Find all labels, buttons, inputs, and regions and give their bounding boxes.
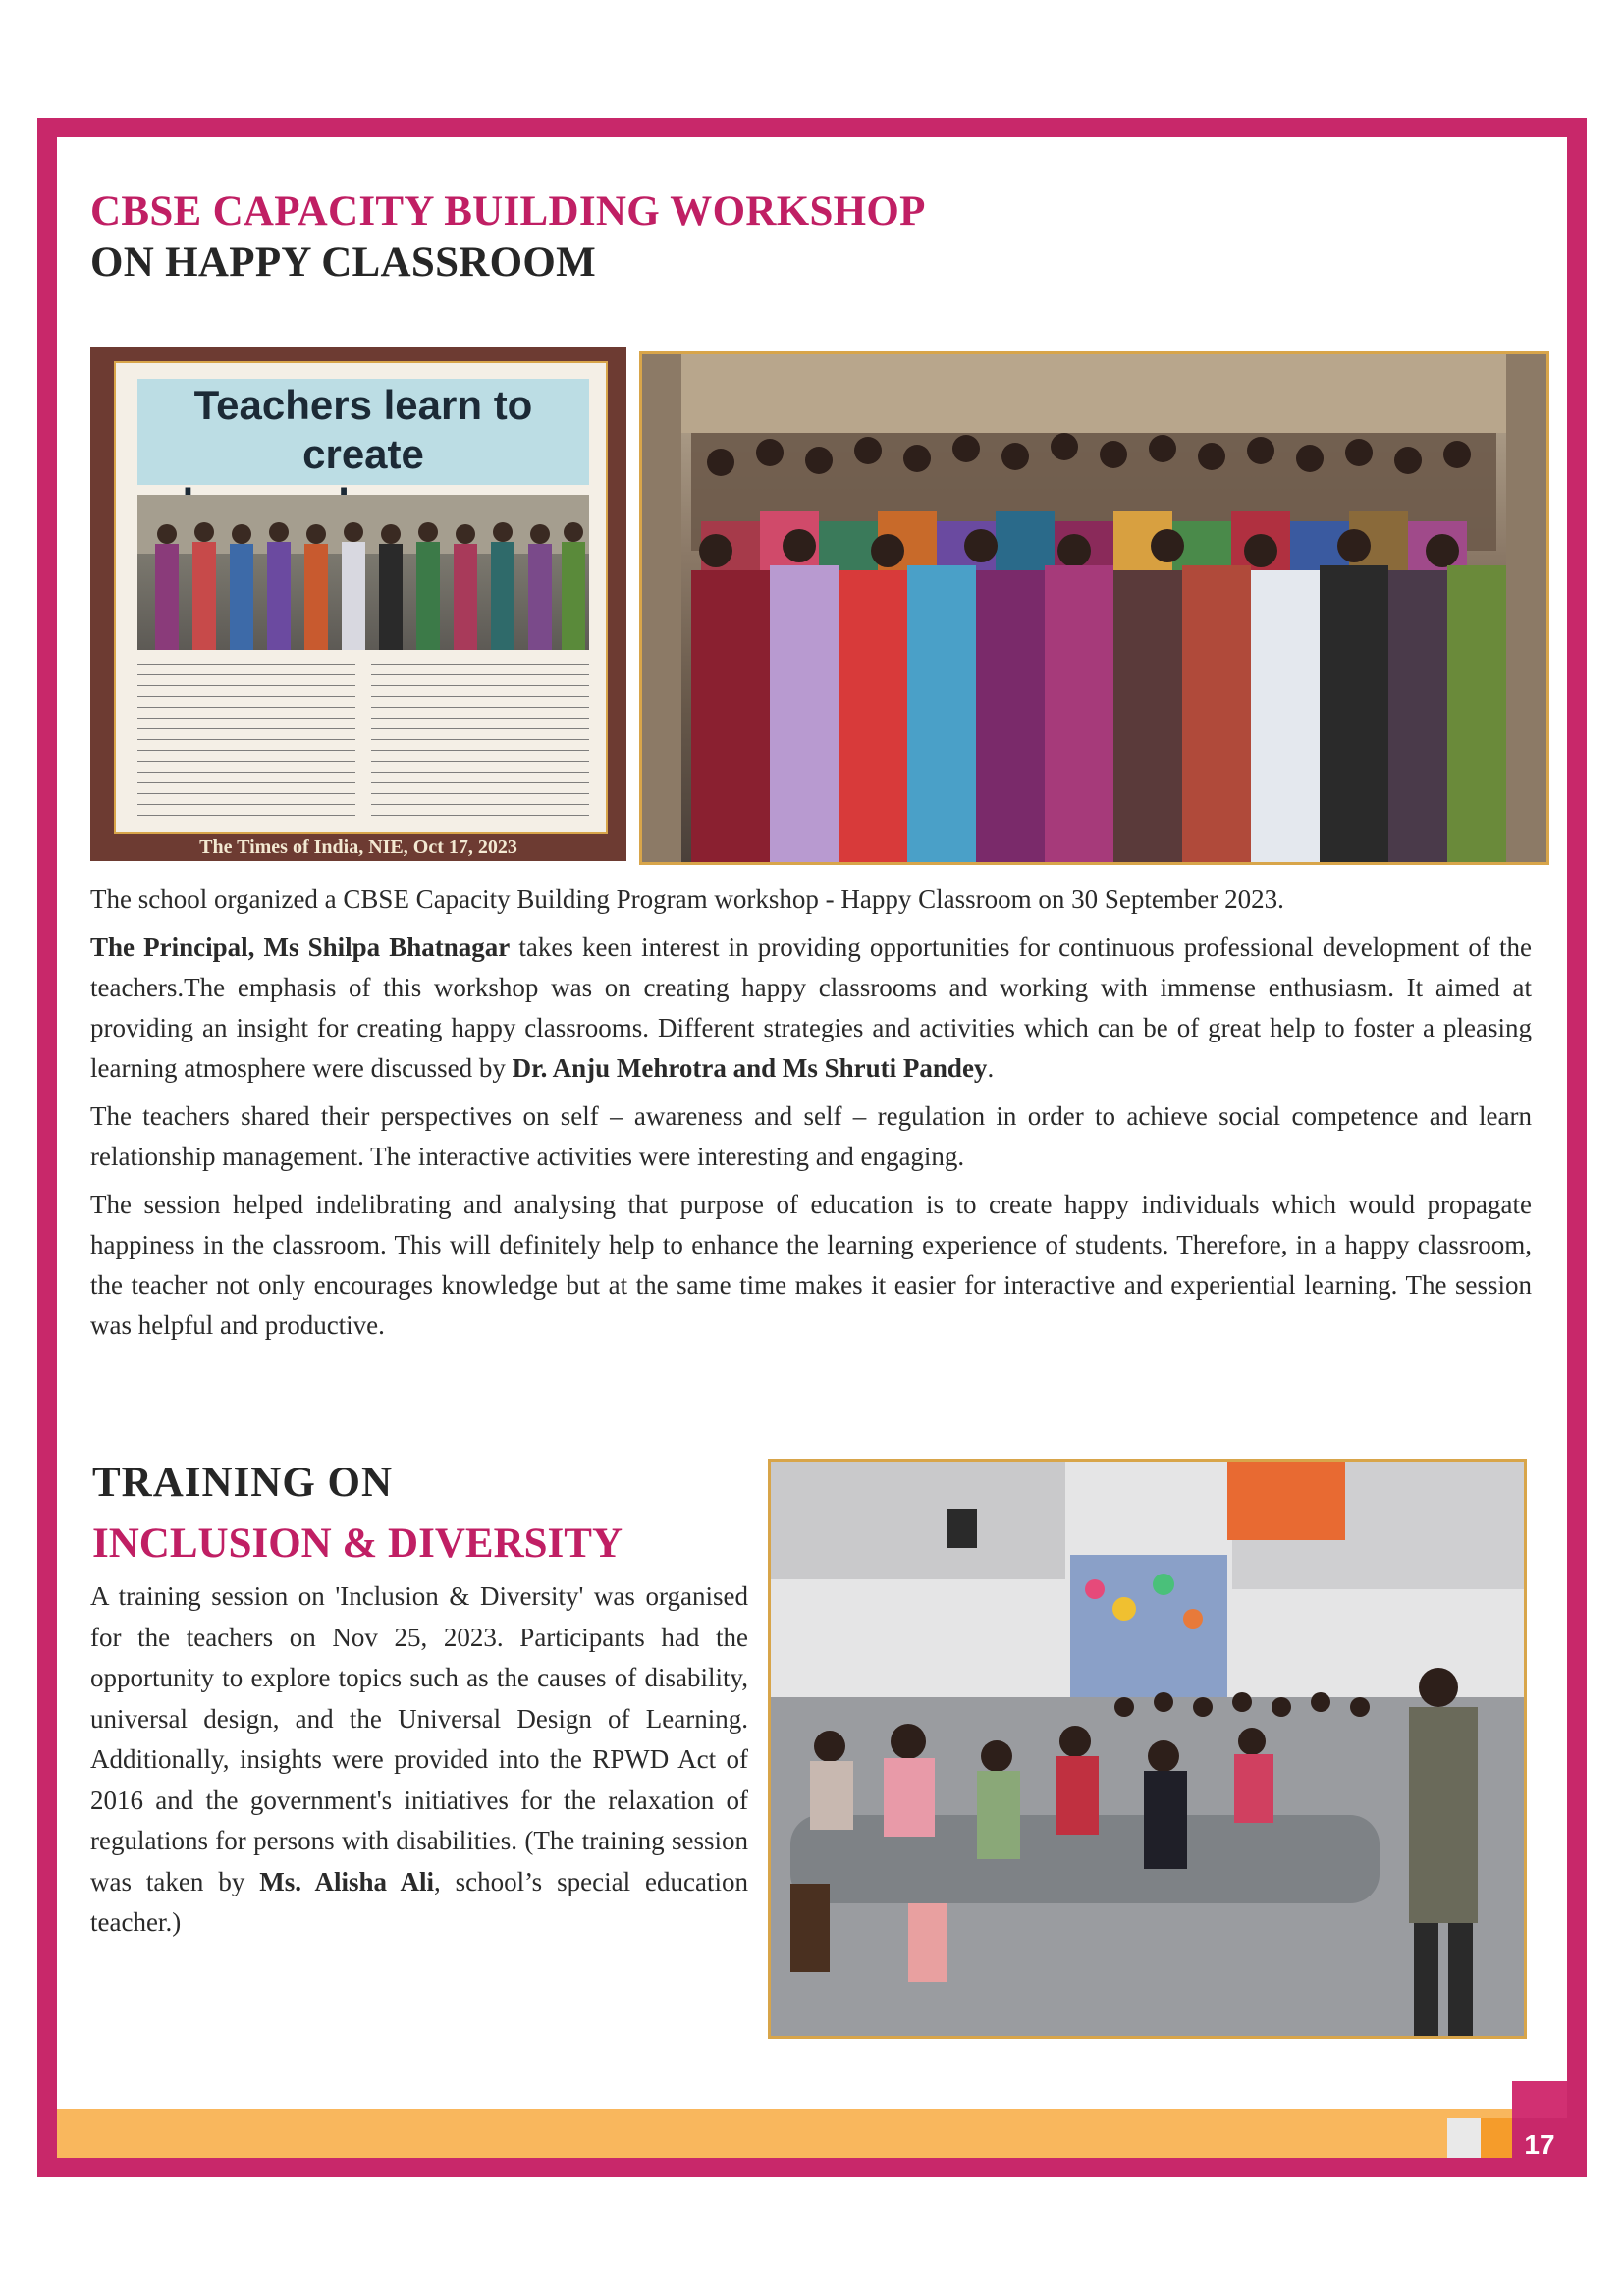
trainer-name: Ms. Alisha Ali xyxy=(259,1866,434,1896)
training-photo-image xyxy=(771,1462,1524,2036)
workshop-paragraph-1: The school organized a CBSE Capacity Building Program workshop - Happy Classroom on 30 September 2023. xyxy=(90,884,1284,914)
training-paragraph-text: A training session on 'Inclusion & Diversity' was organised for the teachers on Nov 25, 2023. Participants had the opportunity to explore topics such as the causes of disability, universal design, and the Universal Design of Learning. Additionally, insights were provided into the RPWD Act of 2016 and the government's initiatives for the relaxation of regulations for persons with disabilities. (The training session was taken by xyxy=(90,1581,748,1896)
training-heading xyxy=(92,1453,623,1575)
workshop-paragraph-4: The session helped indelibrating and analysing that purpose of education is to create happy individuals which would propagate happiness in the classroom. This will definitely help to enhance the learning experience of students. Therefore, in a happy classroom, the teacher not only encourages knowledge but at the same time makes it easier for interactive and experiential learning. The session was helpful and productive. xyxy=(90,1190,1532,1340)
workshop-heading xyxy=(90,187,926,288)
training-paragraph-end: , school’s special education teacher.) xyxy=(90,1866,748,1937)
clipping-photo-image xyxy=(137,495,589,650)
training-heading-line1: TRAINING ON xyxy=(92,1460,394,1506)
workshop-body-text xyxy=(90,880,1532,1354)
workshop-heading-line2: ON HAPPY CLASSROOM xyxy=(90,239,597,286)
clipping-headline-line1: Teachers learn to create xyxy=(193,382,533,477)
workshop-group-photo xyxy=(639,351,1549,865)
training-heading-line2: INCLUSION & DIVERSITY xyxy=(92,1521,623,1567)
clipping-headline xyxy=(137,379,589,485)
training-session-photo xyxy=(768,1459,1527,2039)
group-photo-image xyxy=(642,354,1546,862)
workshop-heading-line1: CBSE CAPACITY BUILDING WORKSHOP xyxy=(90,188,926,235)
workshop-paragraph-2-text: takes keen interest in providing opportunities for continuous professional development of the teachers.The emphasis of this workshop was on creating happy classrooms and working with immense enthusiasm. It aimed at providing an insight for creating happy classrooms. Different strategies and activities which can be of great help to foster a pleasing learning atmosphere were discussed by xyxy=(90,933,1532,1083)
footer-square-orange xyxy=(1481,2118,1512,2158)
clipping-article-text xyxy=(137,658,589,820)
training-body-text xyxy=(90,1576,748,1944)
clipping-paper xyxy=(114,361,608,834)
principal-name: The Principal, Ms Shilpa Bhatnagar xyxy=(90,933,511,962)
page-number: 17 xyxy=(1512,2118,1567,2171)
resource-persons: Dr. Anju Mehrotra and Ms Shruti Pandey xyxy=(512,1053,988,1083)
clipping-photo xyxy=(137,495,589,650)
workshop-paragraph-2 xyxy=(90,928,1532,1089)
training-paragraph xyxy=(90,1576,748,1944)
footer-bar xyxy=(57,2109,1567,2158)
clipping-column-right xyxy=(371,658,589,820)
clipping-column-left xyxy=(137,658,355,820)
newspaper-clipping xyxy=(90,347,626,861)
workshop-paragraph-2-end: . xyxy=(987,1053,995,1083)
workshop-paragraph-3: The teachers shared their perspectives on self – awareness and self – regulation in order to achieve social competence and learn relationship management. The interactive activities were interesting and engaging. xyxy=(90,1101,1532,1171)
footer-square-light xyxy=(1447,2118,1481,2158)
clipping-caption: The Times of India, NIE, Oct 17, 2023 xyxy=(199,836,517,858)
